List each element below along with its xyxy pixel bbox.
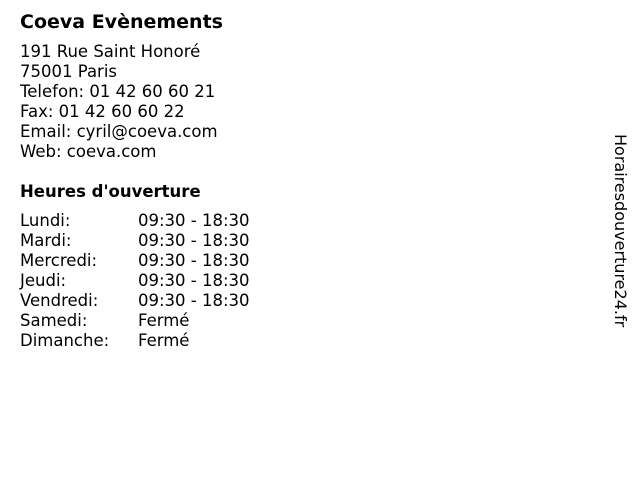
hours-row-saturday — [20, 311, 580, 331]
time-value: Fermé — [138, 311, 190, 330]
address-street: 191 Rue Saint Honoré — [20, 42, 201, 61]
time-value: Fermé — [138, 331, 190, 350]
phone-text: Telefon: 01 42 60 60 21 — [20, 82, 216, 101]
fax-text: Fax: 01 42 60 60 22 — [20, 102, 185, 121]
hours-row-thursday — [20, 271, 580, 291]
time-value: 09:30 - 18:30 — [138, 251, 250, 270]
day-label: Lundi: — [20, 211, 71, 230]
time-value: 09:30 - 18:30 — [138, 271, 250, 290]
contact-details — [20, 42, 580, 162]
day-label: Dimanche: — [20, 331, 110, 350]
opening-hours-list — [20, 211, 580, 351]
hours-row-friday — [20, 291, 580, 311]
day-label: Mardi: — [20, 231, 72, 250]
business-card — [20, 10, 580, 351]
day-label: Vendredi: — [20, 291, 99, 310]
hours-row-monday — [20, 211, 580, 231]
address-city: 75001 Paris — [20, 62, 118, 81]
hours-row-tuesday — [20, 231, 580, 251]
time-value: 09:30 - 18:30 — [138, 231, 250, 250]
business-name: Coeva Evènements — [20, 11, 223, 33]
email-text: Email: cyril@coeva.com — [20, 122, 218, 141]
day-label: Mercredi: — [20, 251, 98, 270]
time-value: 09:30 - 18:30 — [138, 291, 250, 310]
hours-row-wednesday — [20, 251, 580, 271]
time-value: 09:30 - 18:30 — [138, 211, 250, 230]
site-watermark: Horairesdouverture24.fr — [611, 134, 630, 328]
day-label: Jeudi: — [20, 271, 67, 290]
web-text: Web: coeva.com — [20, 142, 157, 161]
day-label: Samedi: — [20, 311, 88, 330]
hours-row-sunday — [20, 331, 580, 351]
opening-hours-heading: Heures d'ouverture — [20, 182, 201, 201]
